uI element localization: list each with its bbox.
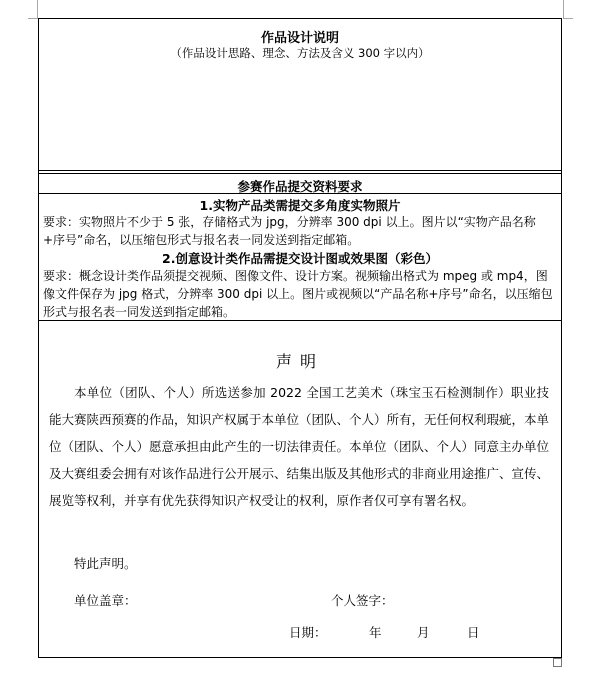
declaration-body: 本单位（团队、个人）所选送参加 2022 全国工艺美术（珠宝玉石检测制作）职业技能大赛陕西预赛的作品，知识产权属于本单位（团队、个人）所有，无任何权利瑕疵，本单位（团队、个人）愿意承担由此产生的一切法律责任。本单位（团队、个人）同意主办单位及大赛组委会拥有对该作品进行公开展示、结集出版及其他形式的非商业用途推广、宣传、展览等权利，并享有优先获得知识产权受让的权利，原作者仅可享有署名权。 <box>49 385 550 508</box>
date-field[interactable] <box>289 623 480 641</box>
table-resize-handle[interactable] <box>553 658 562 667</box>
year-label: 年 <box>369 625 382 640</box>
personal-signature-field[interactable]: 个人签字： <box>331 593 394 608</box>
table-divider <box>39 320 561 321</box>
unit-seal-field[interactable]: 单位盖章： <box>74 593 137 608</box>
section2-title: 2.创意设计类作品需提交设计图或效果图（彩色） <box>162 251 438 266</box>
section2-text: 要求：概念设计类作品须提交视频、图像文件、设计方案。视频输出格式为 mpeg 或 mp4，图像文件保存为 jpg 格式，分辨率 300 dpi 以上。图片或视频以“产品名称+序号”命名，以压缩包形式与报名表一同发送到指定邮箱。 <box>43 269 553 319</box>
design-description-subtitle: （作品设计思路、理念、方法及含义 300 字以内） <box>170 46 430 60</box>
section1-title: 1.实物产品类需提交多角度实物照片 <box>199 198 401 213</box>
date-label: 日期： <box>289 625 327 640</box>
day-label: 日 <box>467 625 480 640</box>
entry-form-table <box>38 18 562 658</box>
declaration-title: 声明 <box>275 352 324 371</box>
design-description-title: 作品设计说明 <box>260 31 339 46</box>
table-divider <box>39 193 561 194</box>
margin-corner-mark-top-left <box>28 0 38 19</box>
margin-corner-mark-top-right <box>563 0 573 19</box>
table-divider <box>39 170 561 174</box>
section1-text: 要求：实物照片不少于 5 张，存储格式为 jpg，分辨率 300 dpi 以上。图片以“实物产品名称+序号”命名，以压缩包形式与报名表一同发送到指定邮箱。 <box>43 215 536 247</box>
declaration-closing: 特此声明。 <box>74 556 137 571</box>
month-label: 月 <box>417 625 430 640</box>
requirements-heading: 参赛作品提交资料要求 <box>237 179 363 194</box>
